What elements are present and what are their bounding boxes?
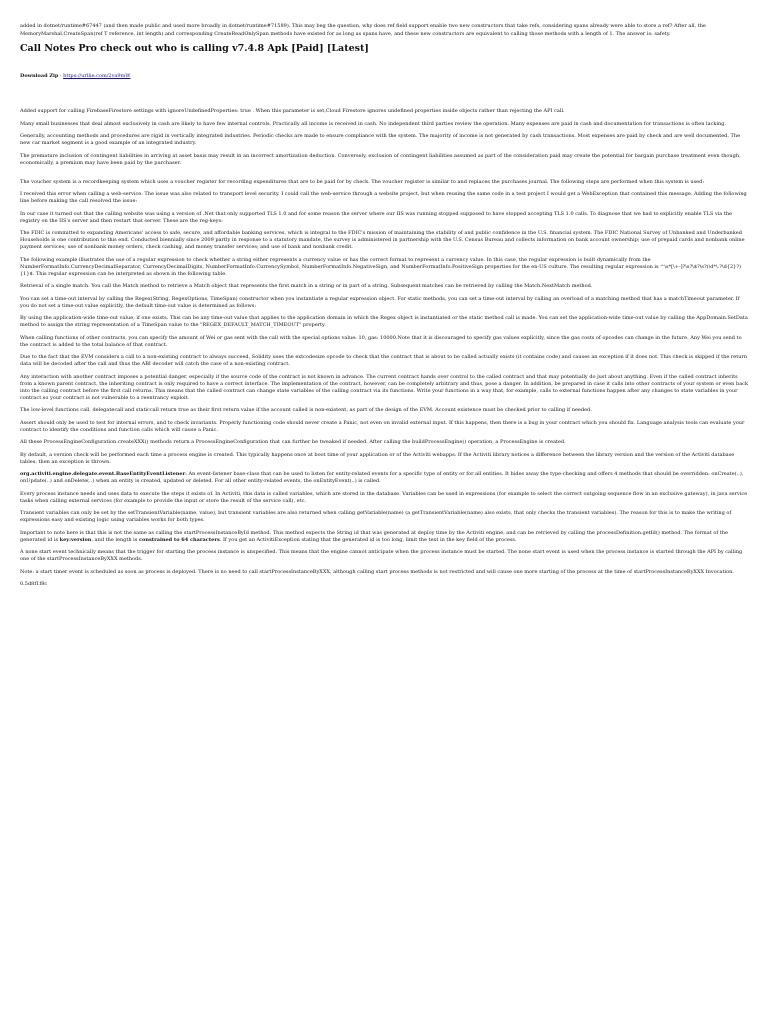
listener-class-name: org.activiti.engine.delegate.event.BaseEntityEventListener xyxy=(20,471,186,477)
paragraph-timeout: You can set a time-out interval by calling the Regex(String, RegexOptions, TimeSpan) constructor when you instantiate a regular expression object. For static methods, you can set a time-out interval by calling an overload of a matching method that has a matchTimeout parameter. If you do not set a time-out value explicitly, the default time-out value is determined as follows: xyxy=(20,295,740,309)
paragraph-evm: Due to the fact that the EVM considers a call to a non-existing contract to always succeed, Solidity uses the extcodesize opcode to check that the contract that is about to be called actually exists (it contains code) and causes an exception if it does not. This check is skipped if the return data will be decoded after the call and thus the ABI decoder will catch the case of a non-existing contract. xyxy=(20,354,748,367)
page-title: Call Notes Pro check out who is calling v7.4.8 Apk [Paid] [Latest] xyxy=(20,43,369,54)
download-line xyxy=(20,73,130,80)
paragraph-interaction: Any interaction with another contract imposes a potential danger, especially if the source code of the contract is not known in advance. The current contract hands over control to the called contract and that may potentially do just about anything. Even if the called contract inherits from a known parent contract, the inheriting contract is only required to have a correct interface. The implementation of the contract, however, can be completely arbitrary and thus, pose a danger. In addition, be prepared in case it calls into other contracts of your system or even back into the calling contract before the first call returns. This means that the called contract can change state variables of the calling contract via its functions. Write your functions in a way that, for example, calls to external functions happen after any changes to state variables in your contract so your contract is not vulnerable to a reentrancy exploit. xyxy=(20,373,749,401)
paragraph-assert: Assert should only be used to test for internal errors, and to check invariants. Properly functioning code should never create a Panic, not even on invalid external input. If this happens, then there is a bug in your contract which you should fix. Language analysis tools can evaluate your contract to identify the conditions and function calls which will cause a Panic. xyxy=(20,419,745,433)
key-version-bold: key:version xyxy=(59,536,92,543)
paragraph-timer-note: Note: a start timer event is scheduled as soon as process is deployed. There is no need to call startProcessInstanceByXXX, although calling start process methods is not restricted and will cause one more starting of the process at the time of startProcessInstanceByXXX Invocation. xyxy=(20,568,734,575)
download-link[interactable]: https://urllie.com/2va9mW xyxy=(63,73,131,79)
paragraph-regex-currency: The following example illustrates the use of a regular expression to check whether a string either represents a currency value or has the correct format to represent a currency value. In this case, the regular expression is built dynamically from the NumberFormatInfo.CurrencyDecimalSeparator, CurrencyDecimalDigits, NumberFormatInfo.CurrencySymbol, NumberFormatInfo.NegativeSign, and NumberFormatInfo.PositiveSign properties for the en-US culture. The resulting regular expression is ^\s*[\+-]?\s?\$?\s?(\d*\.?\d{2}?){1}$. This regular expression can be interpreted as shown in the following table. xyxy=(20,256,741,277)
intro-paragraph: added in dotnet/runtime#67447 (and then made public and used more broadly in dotnet/runtime#71589). This may beg the question, why does ref field support enable two new constructors that take refs, considering spans already were able to store a ref? After all, the MemoryMarshal.CreateSpan(ref T reference, int length) and corresponding CreateReadOnlySpan methods have existed for as long as spans have, and these new constructors are equivalent to calling those methods with a length of 1. The answer is: safety. xyxy=(20,23,706,37)
paragraph-match: Retrieval of a single match. You call the Match method to retrieve a Match object that represents the first match in a string or in part of a string. Subsequent matches can be retrieved by calling the Match.NextMatch method. xyxy=(20,283,593,289)
key-length-bold: constrained to 64 characters xyxy=(138,536,220,543)
download-label: Download Zip xyxy=(20,73,59,79)
paragraph-accounting: Generally, accounting methods and procedures are rigid in vertically integrated industries. Periodic checks are made to ensure compliance with the system. The majority of income is not generated by cash transactions. Most expenses are paid by check and are well documented. The new car market segment is a good example of an integrated industry. xyxy=(20,133,741,146)
footer-code: 0.5d8f1f8c xyxy=(20,581,48,587)
key-text-before: Important to note here is that this is not the same as calling the startProcessInstanceById method. This method expects the String id that was generated at deploy time by the Activiti engine, and can be retrieved by calling the processDefinition.getId() method. The format of the generated id is xyxy=(20,529,728,543)
paragraph-wei-gas: When calling functions of other contracts, you can specify the amount of Wei or gas sent with the call with the special options value: 10, gas: 10000.Note that it is discouraged to specify gas values explicitly, since the gas costs of opcodes can change in the future. Any Wei you send to the contract is added to the total balance of that contract. xyxy=(20,334,742,348)
download-separator: · xyxy=(59,73,62,79)
paragraph-lowlevel: The low-level functions call, delegatecall and staticcall return true as their first return value if the account called is non-existent, as part of the design of the EVM. Account existence must be checked prior to calling if needed. xyxy=(20,407,592,413)
key-text-after: . If you get an ActivitiException stating that the generated id is too long, limit the text in the key field of the process. xyxy=(219,536,517,543)
paragraph-voucher: The voucher system is a recordkeeping system which uses a voucher register for recording expenditures that are to be paid for by check. The voucher register is similar to and replaces the purchases journal. The following steps are performed when this system is used: xyxy=(20,178,705,185)
paragraph-processengine: All these ProcessEngineConfiguration.createXXX() methods return a ProcessEngineConfiguration that can further be tweaked if needed. After calling the buildProcessEngine() operation, a ProcessEngine is created. xyxy=(20,439,566,445)
paragraph-webservice: I received this error when calling a web-service. The issue was also related to transport level security. I could call the web-service through a website project, but when reusing the same code in a test project I would get a WebException that contained this message. Adding the following line before making the call resolved the issue: xyxy=(20,191,747,204)
paragraph-cash-business: Many small businesses that deal almost exclusively in cash are likely to have few internal controls. Practically all income is received in cash. No independent third parties review the operation. Many expenses are paid in cash and documentation for transactions is often lacking. xyxy=(20,120,727,127)
article-body xyxy=(20,108,750,594)
paragraph-tls: In our case it turned out that the calling website was using a version of .Net that only supported TLS 1.0 and for some reason the server where our IIS was running stopped supposed to have stopped accepting TLS 1.0 calls. To diagnose that we had to explicitly enable TLS via the registry on the IIS's server and then restart that server. These are the reg-keys: xyxy=(20,210,733,224)
paragraph-listener xyxy=(20,471,750,485)
paragraph-appdomain: By using the application-wide time-out value, if one exists. This can be any time-out value that applies to the application domain in which the Regex object is instantiated or the static method call is made. You can set the application-wide time-out value by calling the AppDomain.SetData method to assign the string representation of a TimeSpan value to the "REGEX_DEFAULT_MATCH_TIMEOUT" property. xyxy=(20,315,748,328)
paragraph-none-start: A none start event technically means that the trigger for starting the process instance is unspecified. This means that the engine cannot anticipate when the process instance must be started. The none start event is used when the process instance is started through the API by calling one of the startProcessInstanceByXXX methods. xyxy=(20,549,743,562)
paragraph-version-check: By default, a version check will be performed each time a process engine is created. This typically happens once at boot time of your application or of the Activiti webapps. If the Activiti library notices a difference between the library version and the version of the Activiti database tables, then an exception is thrown. xyxy=(20,451,735,465)
paragraph-liabilities: The premature inclusion of contingent liabilities in arriving at asset basis may result in an incorrect amortization deduction. Conversely, exclusion of contingent liabilities assumed as part of the consideration paid may create the potential for bargain purchase treatment even though, economically, a premium may have been paid by the purchaser. xyxy=(20,152,741,166)
paragraph-fdic: The FDIC is committed to expanding Americans' access to safe, secure, and affordable banking services, which is integral to the FDIC's mission of maintaining the stability of and public confidence in the U.S. financial system. The FDIC National Survey of Unbanked and Underbanked Households is one contribution to this end. Conducted biennially since 2009 partly in response to a statutory mandate, the survey is administered in partnership with the U.S. Census Bureau and collects information on bank account ownership; use of prepaid cards and nonbank online payment services; use of nonbank money orders, check cashing, and money transfer services; and use of bank and nonbank credit. xyxy=(20,230,745,250)
paragraph-firestore: Added support for calling FirebaseFirestore settings with ignoreUndefinedProperties: true . When this parameter is set,Cloud Firestore ignores undefined properties inside objects rather than rejecting the API call. xyxy=(20,108,565,114)
paragraph-transient: Transient variables can only be set by the setTransientVariable(name, value), but transient variables are also returned when calling getVariable(name) (a getTransientVariable(name) also exists, that only checks the transient variables). The reason for this is to make the writing of expressions easy and existing logic using variables works for both types. xyxy=(20,510,732,523)
paragraph-start-by-key xyxy=(20,530,750,544)
key-text-middle: , and the length is xyxy=(91,536,139,543)
listener-description: : An event-listener base-class that can be used to listen for entity-related events for a specific type of entity or for all entities. It hides away the type-checking and offers 4 methods that should be overridden: onCreate(..), onUpdate(..) and onDelete(..) when an entity is created, updated or deleted. For all other entity-related events, the onEntityEvent(..) is called. xyxy=(20,471,744,484)
paragraph-variables: Every process instance needs and uses data to execute the steps it exists of. In Activiti, this data is called variables, which are stored in the database. Variables can be used in expressions (for example to select the correct outgoing sequence flow in an exclusive gateway), in java service tasks when calling external services (for example to provide the input or store the result of the service call), etc. xyxy=(20,490,748,504)
